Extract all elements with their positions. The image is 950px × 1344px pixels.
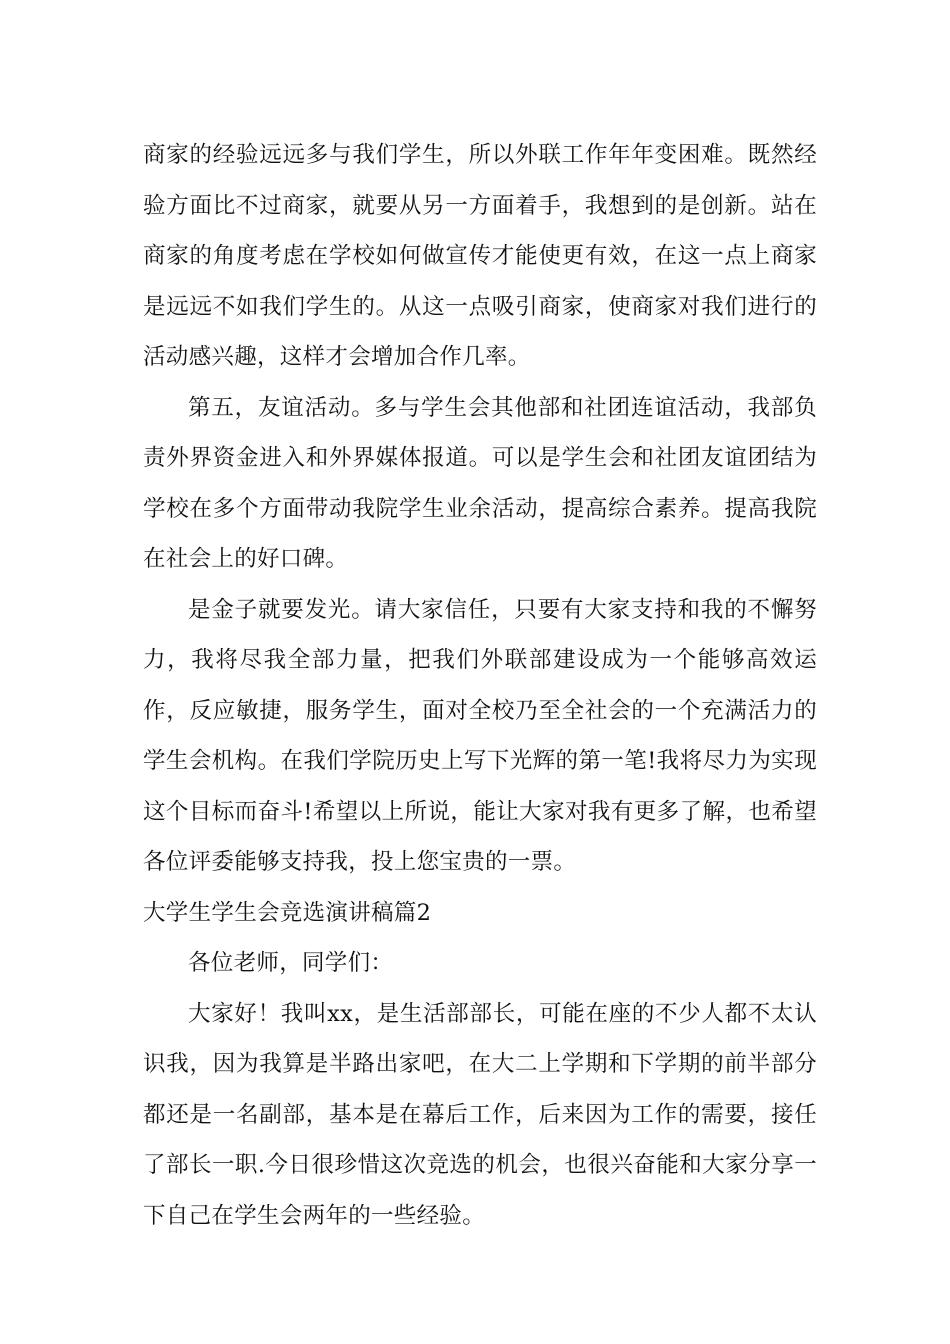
- paragraph-closing-appeal: 是金子就要发光。请大家信任，只要有大家支持和我的不懈努力，我将尽我全部力量，把我们外联部建设成为一个能够高效运作，反应敏捷，服务学生，面对全校乃至全社会的一个充满活力的学生会机构。在我们学院历史上写下光辉的第一笔!我将尽力为实现这个目标而奋斗!希望以上所说，能让大家对我有更多了解，也希望各位评委能够支持我，投上您宝贵的一票。: [143, 596, 817, 875]
- paragraph-friendship-activities: 第五，友谊活动。多与学生会其他部和社团连谊活动，我部负责外界资金进入和外界媒体报道。可以是学生会和社团友谊团结为学校在多个方面带动我院学生业余活动，提高综合素养。提高我院在社会上的好口碑。: [143, 394, 817, 572]
- document-body: [143, 130, 817, 1241]
- section-heading: 大学生学生会竞选演讲稿篇2: [143, 899, 432, 926]
- greeting-line: 各位老师，同学们：: [188, 950, 394, 976]
- paragraph-business-experience: 商家的经验远远多与我们学生，所以外联工作年年变困难。既然经验方面比不过商家，就要从另一方面着手，我想到的是创新。站在商家的角度考虑在学校如何做宣传才能使更有效，在这一点上商家是远远不如我们学生的。从这一点吸引商家，使商家对我们进行的活动感兴趣，这样才会增加合作几率。: [143, 142, 817, 370]
- paragraph-self-introduction: 大家好！我叫xx，是生活部部长，可能在座的不少人都不太认识我，因为我算是半路出家吧，在大二上学期和下学期的前半部分都还是一名副部，基本是在幕后工作，后来因为工作的需要，接任了部长一职.今日很珍惜这次竞选的机会，也很兴奋能和大家分享一下自己在学生会两年的一些经验。: [143, 1000, 817, 1229]
